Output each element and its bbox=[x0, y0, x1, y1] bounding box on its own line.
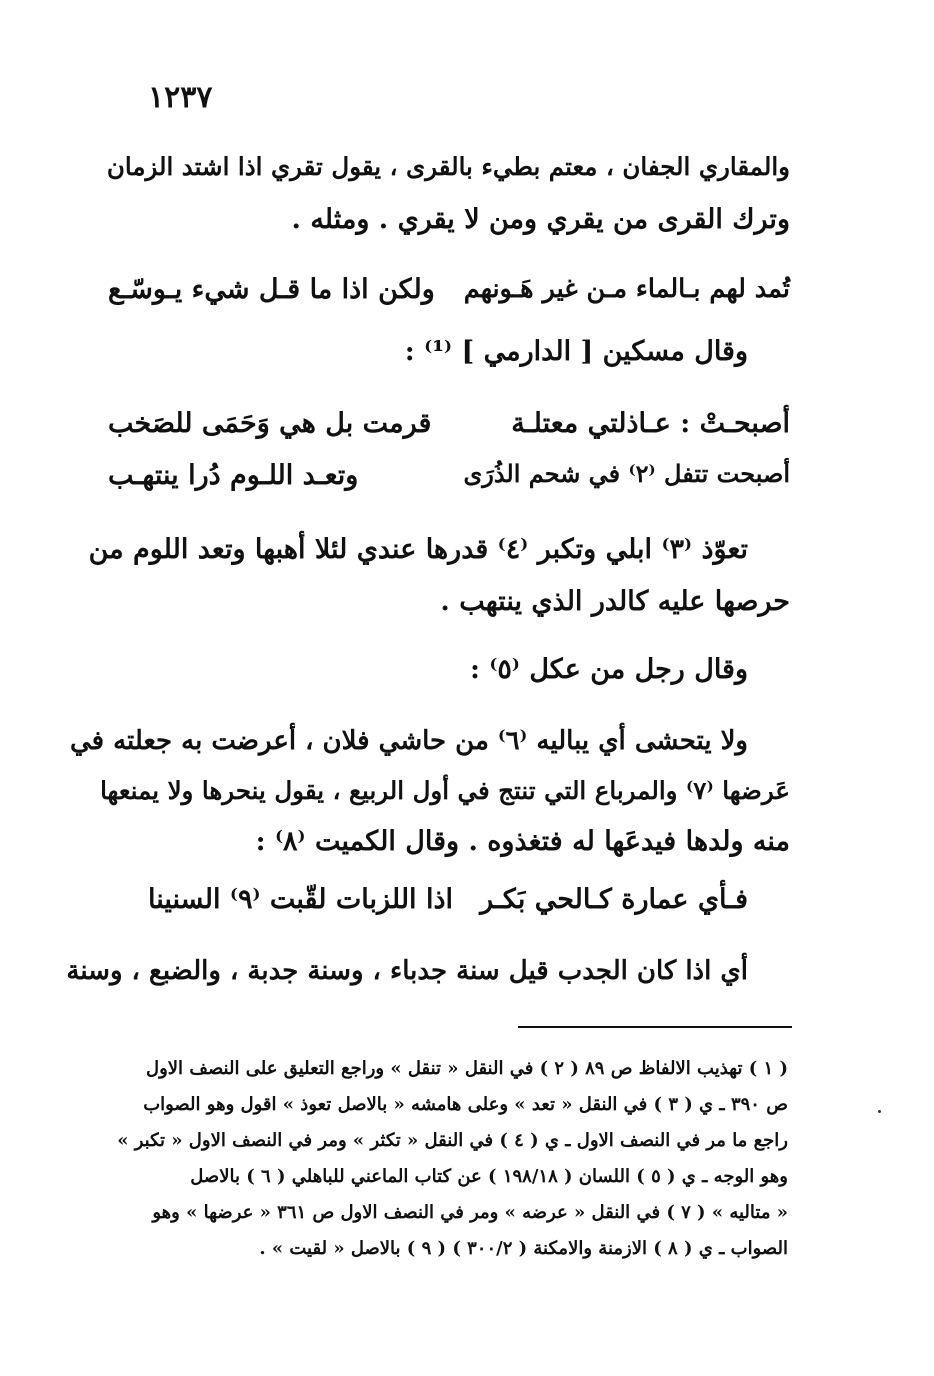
footnote-line: راجع ما مر في النصف الاول ـ ي ( ٤ ) في النقل « تكثر » ومر في النصف الاول « تكبر » bbox=[117, 1130, 788, 1151]
footnote-line: وهو الوجه ـ ي ( ٥ ) اللسان ( ١٩٨/١٨ ) عن كتاب الماعني للباهلي ( ٦ ) بالاصل bbox=[190, 1166, 788, 1187]
verse-hemistich-right: تُمد لهم بـالماء مـن غير هَـونهم bbox=[463, 274, 790, 304]
footnote-line: ص ٣٩٠ ـ ي ( ٣ ) في النقل « تعد » وعلى هامشه « بالاصل تعوذ » اقول وهو الصواب bbox=[143, 1094, 788, 1115]
verse-hemistich-right: أصبحـتْ : عـاذلتي معتلـة bbox=[511, 408, 790, 439]
footnote-line: الصواب ـ ي ( ٨ ) الازمنة والامكنة ( ٣٠٠/٢ ) ( ٩ ) بالاصل « لقيت » . bbox=[259, 1238, 788, 1259]
text-line: عَرضها ⁽٧⁾ والمرباع التي تنتج في أول الربيع ، يقول ينحرها ولا يمنعها bbox=[100, 776, 790, 805]
text-line: وترك القرى من يقري ومن لا يقري . ومثله . bbox=[291, 204, 790, 235]
text-line: تعوّذ ⁽٣⁾ ابلي وتكبر ⁽٤⁾ قدرها عندي لئلا أهبها وتعد اللوم من bbox=[88, 534, 748, 565]
verse-hemistich-left: ولكن اذا ما قـل شيء يـوسّـع bbox=[108, 274, 435, 305]
text-line: حرصها عليه كالدر الذي ينتهب . bbox=[440, 586, 790, 617]
text-line: منه ولدها فيدعَها له فتغذوه . وقال الكميت ⁽٨⁾ : bbox=[255, 826, 790, 857]
footnote-divider bbox=[518, 1026, 792, 1028]
footnote-line: ( ١ ) تهذيب الالفاظ ص ٨٩ ( ٢ ) في النقل « تنقل » وراجع التعليق على النصف الاول bbox=[146, 1058, 788, 1079]
text-line: ولا يتحشى أي يباليه ⁽٦⁾ من حاشي فلان ، أعرضت به جعلته في bbox=[69, 726, 748, 756]
verse-hemistich-left: قرمت بل هي وَحَمَى للصَخب bbox=[108, 408, 432, 439]
verse-hemistich-right: فـأي عمارة كـالحي بَكـر bbox=[480, 884, 748, 915]
page-number: ١٢٣٧ bbox=[148, 80, 213, 115]
verse-hemistich-left: وتعـد اللـوم دُرا ينتهـب bbox=[108, 460, 359, 491]
text-line: والمقاري الجفان ، معتم بطيء بالقرى ، يقول تقري اذا اشتد الزمان bbox=[106, 152, 790, 181]
poem-intro: وقال مسكين [ الدارمي ] ⁽¹⁾ : bbox=[404, 336, 748, 367]
verse-hemistich-left: اذا اللزبات لقّبت ⁽٩⁾ السنينا bbox=[148, 884, 453, 915]
footnote-line: « متاليه » ( ٧ ) في النقل « عرضه » ومر في النصف الاول ص ٣٦١ « عرضها » وهو bbox=[152, 1202, 788, 1223]
scan-speck bbox=[878, 1110, 881, 1113]
verse-hemistich-right: أصبحت تتفل ⁽٢⁾ في شحم الذُرَى bbox=[463, 459, 790, 488]
poem-intro: وقال رجل من عكل ⁽٥⁾ : bbox=[469, 654, 748, 685]
text-line: أي اذا كان الجدب قيل سنة جدباء ، وسنة جدبة ، والضبع ، وسنة bbox=[66, 956, 748, 986]
